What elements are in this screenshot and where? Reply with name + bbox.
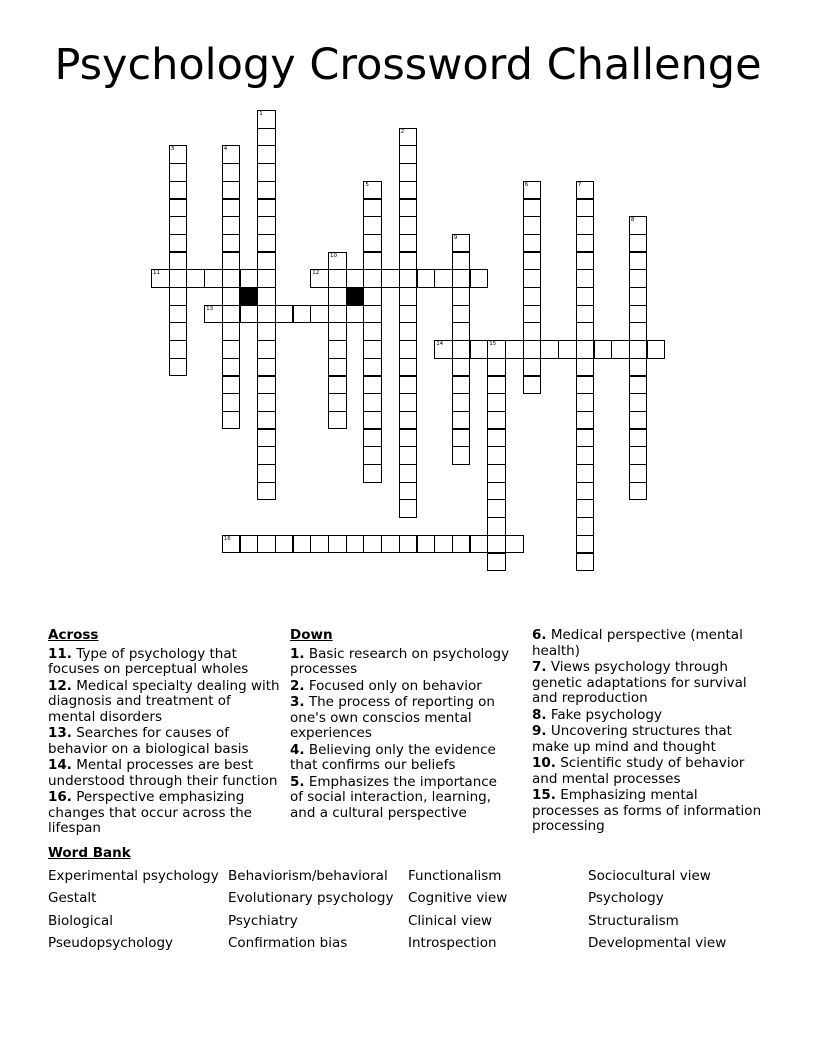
grid-cell[interactable] bbox=[487, 535, 506, 554]
grid-cell[interactable] bbox=[222, 376, 241, 395]
grid-cell[interactable] bbox=[452, 234, 471, 253]
grid-cell[interactable] bbox=[487, 411, 506, 430]
grid-cell[interactable] bbox=[363, 305, 382, 324]
grid-cell[interactable] bbox=[310, 535, 329, 554]
grid-cell[interactable] bbox=[222, 535, 241, 554]
grid-cell[interactable] bbox=[523, 181, 542, 200]
grid-cell[interactable] bbox=[647, 340, 666, 359]
grid-cell[interactable] bbox=[452, 322, 471, 341]
grid-cell[interactable] bbox=[222, 216, 241, 235]
page-title: Psychology Crossword Challenge bbox=[54, 40, 762, 90]
grid-cell[interactable] bbox=[328, 340, 347, 359]
grid-cell[interactable] bbox=[487, 482, 506, 501]
grid-cell[interactable] bbox=[505, 340, 524, 359]
clue-across-16: 16. Perspective emphasizing changes that occur across the lifespan bbox=[48, 789, 252, 836]
grid-cell[interactable] bbox=[257, 322, 276, 341]
grid-cell[interactable] bbox=[257, 393, 276, 412]
grid-cell[interactable] bbox=[629, 305, 648, 324]
clue-down-9: 9. Uncovering structures that make up mind and thought bbox=[532, 723, 732, 755]
grid-cell[interactable] bbox=[487, 429, 506, 448]
grid-cell[interactable] bbox=[487, 517, 506, 536]
grid-cell[interactable] bbox=[363, 411, 382, 430]
clue-down-15: 15. Emphasizing mental processes as forms of information processing bbox=[532, 787, 762, 834]
grid-cell[interactable] bbox=[399, 181, 418, 200]
grid-cell[interactable] bbox=[452, 252, 471, 271]
grid-cell[interactable] bbox=[257, 446, 276, 465]
clue-across-12: 12. Medical specialty dealing with diagnosis and treatment of mental disorders bbox=[48, 677, 280, 725]
grid-cell[interactable] bbox=[257, 376, 276, 395]
black-square bbox=[346, 287, 365, 306]
grid-cell[interactable] bbox=[381, 535, 400, 554]
grid-cell[interactable] bbox=[452, 287, 471, 306]
grid-cell[interactable] bbox=[257, 145, 276, 164]
grid-cell[interactable] bbox=[257, 110, 276, 129]
grid-cell[interactable] bbox=[169, 358, 188, 377]
grid-cell[interactable] bbox=[222, 234, 241, 253]
grid-cell[interactable] bbox=[399, 287, 418, 306]
clue-down-5: 5. Emphasizes the importance of social interaction, learning, and a cultural perspective bbox=[290, 773, 497, 821]
grid-cell[interactable] bbox=[222, 269, 241, 288]
grid-cell[interactable] bbox=[399, 322, 418, 341]
grid-cell[interactable] bbox=[399, 216, 418, 235]
grid-cell[interactable] bbox=[381, 269, 400, 288]
grid-cell[interactable] bbox=[328, 411, 347, 430]
grid-cell[interactable] bbox=[363, 376, 382, 395]
grid-cell[interactable] bbox=[576, 322, 595, 341]
clue-number: 13 bbox=[206, 305, 214, 312]
grid-cell[interactable] bbox=[222, 393, 241, 412]
grid-cell[interactable] bbox=[240, 535, 259, 554]
grid-cell[interactable] bbox=[452, 358, 471, 377]
grid-cell[interactable] bbox=[470, 269, 489, 288]
grid-cell[interactable] bbox=[576, 216, 595, 235]
grid-cell[interactable] bbox=[629, 287, 648, 306]
grid-cell[interactable] bbox=[487, 553, 506, 572]
clue-down-3: 3. The process of reporting on one's own conscios mental experiences bbox=[290, 694, 495, 741]
grid-cell[interactable] bbox=[328, 322, 347, 341]
grid-cell[interactable] bbox=[169, 181, 188, 200]
word-bank-item: Pseudopsychology bbox=[48, 935, 174, 951]
down-clues-column-continued bbox=[532, 628, 768, 836]
grid-cell[interactable] bbox=[169, 269, 188, 288]
grid-cell[interactable] bbox=[399, 482, 418, 501]
grid-cell[interactable] bbox=[487, 499, 506, 518]
grid-cell[interactable] bbox=[399, 411, 418, 430]
clue-across-13: 13. Searches for causes of behavior on a biological basis bbox=[48, 725, 249, 757]
grid-cell[interactable] bbox=[452, 393, 471, 412]
grid-cell[interactable] bbox=[204, 269, 223, 288]
grid-cell[interactable] bbox=[576, 446, 595, 465]
grid-cell[interactable] bbox=[576, 499, 595, 518]
grid-cell[interactable] bbox=[363, 234, 382, 253]
grid-cell[interactable] bbox=[523, 216, 542, 235]
grid-cell[interactable] bbox=[346, 269, 365, 288]
word-bank-item: Psychiatry bbox=[228, 913, 298, 929]
word-bank-item: Biological bbox=[48, 913, 114, 929]
grid-cell[interactable] bbox=[363, 535, 382, 554]
grid-cell[interactable] bbox=[523, 358, 542, 377]
grid-cell[interactable] bbox=[363, 216, 382, 235]
clue-down-2: 2. Focused only on behavior bbox=[290, 677, 482, 694]
grid-cell[interactable] bbox=[169, 340, 188, 359]
grid-cell[interactable] bbox=[151, 269, 170, 288]
grid-cell[interactable] bbox=[310, 269, 329, 288]
grid-cell[interactable] bbox=[257, 252, 276, 271]
clue-number: 7 bbox=[577, 181, 582, 188]
grid-cell[interactable] bbox=[222, 411, 241, 430]
grid-cell[interactable] bbox=[399, 252, 418, 271]
grid-cell[interactable] bbox=[222, 358, 241, 377]
grid-cell[interactable] bbox=[470, 340, 489, 359]
clue-number: 5 bbox=[365, 181, 369, 188]
clue-number: 3 bbox=[170, 146, 175, 153]
grid-cell[interactable] bbox=[629, 252, 648, 271]
clue-down-7: 7. Views psychology through genetic adaptations for survival and reproduction bbox=[532, 659, 747, 706]
grid-cell[interactable] bbox=[222, 163, 241, 182]
grid-cell[interactable] bbox=[558, 340, 577, 359]
across-heading: Across bbox=[48, 627, 99, 643]
grid-cell[interactable] bbox=[328, 358, 347, 377]
grid-cell[interactable] bbox=[169, 145, 188, 164]
grid-cell[interactable] bbox=[629, 322, 648, 341]
grid-cell[interactable] bbox=[629, 429, 648, 448]
grid-cell[interactable] bbox=[576, 181, 595, 200]
clue-down-6: 6. Medical perspective (mental health) bbox=[532, 627, 743, 659]
grid-cell[interactable] bbox=[399, 199, 418, 218]
grid-cell[interactable] bbox=[328, 393, 347, 412]
grid-cell[interactable] bbox=[363, 199, 382, 218]
grid-cell[interactable] bbox=[629, 393, 648, 412]
grid-cell[interactable] bbox=[399, 269, 418, 288]
grid-cell[interactable] bbox=[257, 411, 276, 430]
grid-cell[interactable] bbox=[487, 340, 506, 359]
grid-cell[interactable] bbox=[487, 446, 506, 465]
grid-cell[interactable] bbox=[222, 305, 241, 324]
word-bank-item: Developmental view bbox=[588, 935, 727, 951]
grid-cell[interactable] bbox=[576, 376, 595, 395]
clue-down-8: 8. Fake psychology bbox=[532, 706, 662, 723]
grid-cell[interactable] bbox=[434, 269, 453, 288]
grid-cell[interactable] bbox=[328, 252, 347, 271]
grid-cell[interactable] bbox=[399, 429, 418, 448]
grid-cell[interactable] bbox=[363, 446, 382, 465]
grid-cell[interactable] bbox=[399, 340, 418, 359]
clue-number: 15 bbox=[489, 341, 497, 348]
grid-cell[interactable] bbox=[257, 482, 276, 501]
grid-cell[interactable] bbox=[363, 464, 382, 483]
grid-cell[interactable] bbox=[417, 535, 436, 554]
grid-cell[interactable] bbox=[169, 216, 188, 235]
grid-cell[interactable] bbox=[363, 340, 382, 359]
grid-cell[interactable] bbox=[576, 411, 595, 430]
grid-cell[interactable] bbox=[576, 517, 595, 536]
grid-cell[interactable] bbox=[169, 305, 188, 324]
grid-cell[interactable] bbox=[363, 358, 382, 377]
grid-cell[interactable] bbox=[523, 305, 542, 324]
grid-cell[interactable] bbox=[169, 234, 188, 253]
grid-cell[interactable] bbox=[257, 181, 276, 200]
clue-number: 4 bbox=[223, 146, 228, 153]
grid-cell[interactable] bbox=[169, 322, 188, 341]
grid-cell[interactable] bbox=[576, 464, 595, 483]
grid-cell[interactable] bbox=[257, 464, 276, 483]
grid-cell[interactable] bbox=[417, 269, 436, 288]
grid-cell[interactable] bbox=[363, 322, 382, 341]
grid-cell[interactable] bbox=[328, 269, 347, 288]
grid-cell[interactable] bbox=[452, 376, 471, 395]
clue-down-1: 1. Basic research on psychology processes bbox=[290, 645, 510, 677]
grid-cell[interactable] bbox=[257, 269, 276, 288]
grid-cell[interactable] bbox=[399, 464, 418, 483]
grid-cell[interactable] bbox=[240, 269, 259, 288]
grid-cell[interactable] bbox=[346, 535, 365, 554]
grid-cell[interactable] bbox=[576, 535, 595, 554]
word-bank-item: Gestalt bbox=[48, 890, 97, 906]
grid-cell[interactable] bbox=[629, 234, 648, 253]
grid-cell[interactable] bbox=[452, 535, 471, 554]
grid-cell[interactable] bbox=[186, 269, 205, 288]
grid-cell[interactable] bbox=[275, 305, 294, 324]
down-heading: Down bbox=[290, 627, 333, 643]
grid-cell[interactable] bbox=[452, 429, 471, 448]
grid-cell[interactable] bbox=[169, 163, 188, 182]
grid-cell[interactable] bbox=[629, 358, 648, 377]
grid-cell[interactable] bbox=[257, 128, 276, 147]
grid-cell[interactable] bbox=[293, 535, 312, 554]
grid-cell[interactable] bbox=[576, 252, 595, 271]
grid-cell[interactable] bbox=[363, 269, 382, 288]
grid-cell[interactable] bbox=[470, 535, 489, 554]
clue-number: 6 bbox=[524, 181, 529, 188]
clue-number: 8 bbox=[630, 217, 635, 224]
word-bank-item: Cognitive view bbox=[408, 890, 508, 906]
grid-cell[interactable] bbox=[576, 199, 595, 218]
grid-cell[interactable] bbox=[257, 429, 276, 448]
clue-down-4: 4. Believing only the evidence that confirms our beliefs bbox=[290, 741, 496, 773]
grid-cell[interactable] bbox=[363, 252, 382, 271]
grid-cell[interactable] bbox=[452, 446, 471, 465]
grid-cell[interactable] bbox=[222, 199, 241, 218]
clue-number: 12 bbox=[312, 270, 320, 277]
grid-cell[interactable] bbox=[257, 305, 276, 324]
grid-cell[interactable] bbox=[169, 199, 188, 218]
grid-cell[interactable] bbox=[487, 464, 506, 483]
grid-cell[interactable] bbox=[169, 287, 188, 306]
grid-cell[interactable] bbox=[363, 429, 382, 448]
grid-cell[interactable] bbox=[576, 429, 595, 448]
grid-cell[interactable] bbox=[452, 411, 471, 430]
grid-cell[interactable] bbox=[452, 305, 471, 324]
grid-cell[interactable] bbox=[222, 322, 241, 341]
grid-cell[interactable] bbox=[629, 376, 648, 395]
grid-cell[interactable] bbox=[328, 376, 347, 395]
word-bank-item: Experimental psychology bbox=[48, 868, 219, 884]
grid-cell[interactable] bbox=[576, 393, 595, 412]
grid-cell[interactable] bbox=[576, 234, 595, 253]
grid-cell[interactable] bbox=[399, 535, 418, 554]
grid-cell[interactable] bbox=[257, 340, 276, 359]
word-bank-item: Functionalism bbox=[408, 868, 502, 884]
grid-cell[interactable] bbox=[452, 340, 471, 359]
grid-cell[interactable] bbox=[399, 234, 418, 253]
grid-cell[interactable] bbox=[594, 340, 613, 359]
clue-number: 10 bbox=[330, 252, 337, 259]
grid-cell[interactable] bbox=[611, 340, 630, 359]
clue-number: 16 bbox=[223, 535, 231, 542]
grid-cell[interactable] bbox=[523, 287, 542, 306]
word-bank-item: Introspection bbox=[408, 935, 497, 951]
grid-cell[interactable] bbox=[629, 464, 648, 483]
grid-cell[interactable] bbox=[523, 234, 542, 253]
clue-number: 1 bbox=[259, 111, 263, 117]
grid-cell[interactable] bbox=[629, 482, 648, 501]
grid-cell[interactable] bbox=[629, 446, 648, 465]
grid-cell[interactable] bbox=[505, 535, 524, 554]
grid-cell[interactable] bbox=[363, 181, 382, 200]
down-clues-column bbox=[290, 628, 510, 822]
grid-cell[interactable] bbox=[257, 358, 276, 377]
grid-cell[interactable] bbox=[222, 181, 241, 200]
grid-cell[interactable] bbox=[523, 252, 542, 271]
grid-cell[interactable] bbox=[540, 340, 559, 359]
grid-cell[interactable] bbox=[434, 340, 453, 359]
grid-cell[interactable] bbox=[399, 499, 418, 518]
clue-down-10: 10. Scientific study of behavior and mental processes bbox=[532, 755, 745, 787]
word-bank-item: Psychology bbox=[588, 890, 664, 906]
grid-cell[interactable] bbox=[576, 287, 595, 306]
word-bank-item: Clinical view bbox=[408, 913, 493, 929]
grid-cell[interactable] bbox=[576, 553, 595, 572]
grid-cell[interactable] bbox=[257, 163, 276, 182]
word-bank-heading: Word Bank bbox=[48, 845, 131, 861]
grid-cell[interactable] bbox=[328, 305, 347, 324]
clue-number: 9 bbox=[453, 234, 458, 241]
grid-cell[interactable] bbox=[399, 163, 418, 182]
grid-cell[interactable] bbox=[629, 216, 648, 235]
grid-cell[interactable] bbox=[257, 234, 276, 253]
grid-cell[interactable] bbox=[399, 446, 418, 465]
grid-cell[interactable] bbox=[487, 358, 506, 377]
grid-cell[interactable] bbox=[576, 269, 595, 288]
grid-cell[interactable] bbox=[523, 269, 542, 288]
grid-cell[interactable] bbox=[399, 358, 418, 377]
grid-cell[interactable] bbox=[240, 305, 259, 324]
grid-cell[interactable] bbox=[629, 411, 648, 430]
grid-cell[interactable] bbox=[346, 305, 365, 324]
grid-cell[interactable] bbox=[222, 252, 241, 271]
grid-cell[interactable] bbox=[257, 199, 276, 218]
grid-cell[interactable] bbox=[222, 287, 241, 306]
grid-cell[interactable] bbox=[399, 376, 418, 395]
clue-across-11: 11. Type of psychology that focuses on perceptual wholes bbox=[48, 645, 249, 677]
grid-cell[interactable] bbox=[523, 322, 542, 341]
grid-cell[interactable] bbox=[257, 287, 276, 306]
grid-cell[interactable] bbox=[169, 252, 188, 271]
grid-cell[interactable] bbox=[576, 340, 595, 359]
grid-cell[interactable] bbox=[487, 376, 506, 395]
clue-across-14: 14. Mental processes are best understood through their function bbox=[48, 757, 278, 789]
grid-cell[interactable] bbox=[310, 305, 329, 324]
word-bank-item: Confirmation bias bbox=[228, 935, 348, 951]
grid-cell[interactable] bbox=[257, 535, 276, 554]
clue-number: 2 bbox=[400, 128, 405, 135]
grid-cell[interactable] bbox=[363, 393, 382, 412]
grid-cell[interactable] bbox=[434, 535, 453, 554]
grid-cell[interactable] bbox=[204, 305, 223, 324]
black-square bbox=[240, 287, 259, 306]
grid-cell[interactable] bbox=[487, 393, 506, 412]
grid-cell[interactable] bbox=[399, 128, 418, 147]
grid-cell[interactable] bbox=[328, 535, 347, 554]
word-bank-item: Structuralism bbox=[588, 913, 679, 929]
grid-cell[interactable] bbox=[523, 199, 542, 218]
word-bank-item: Sociocultural view bbox=[588, 868, 711, 884]
grid-cell[interactable] bbox=[629, 340, 648, 359]
grid-cell[interactable] bbox=[452, 269, 471, 288]
grid-cell[interactable] bbox=[523, 376, 542, 395]
clue-number: 14 bbox=[436, 341, 444, 348]
grid-cell[interactable] bbox=[275, 535, 294, 554]
grid-cell[interactable] bbox=[629, 269, 648, 288]
clue-number: 11 bbox=[153, 270, 160, 277]
word-bank-item: Behaviorism/behavioral bbox=[228, 868, 388, 884]
word-bank-item: Evolutionary psychology bbox=[228, 890, 394, 906]
grid-cell[interactable] bbox=[576, 482, 595, 501]
grid-cell[interactable] bbox=[399, 393, 418, 412]
grid-cell[interactable] bbox=[576, 305, 595, 324]
grid-cell[interactable] bbox=[222, 145, 241, 164]
grid-cell[interactable] bbox=[222, 340, 241, 359]
grid-cell[interactable] bbox=[257, 216, 276, 235]
grid-cell[interactable] bbox=[523, 340, 542, 359]
grid-cell[interactable] bbox=[399, 145, 418, 164]
across-clues-column bbox=[48, 628, 280, 838]
grid-cell[interactable] bbox=[363, 287, 382, 306]
grid-cell[interactable] bbox=[293, 305, 312, 324]
grid-cell[interactable] bbox=[576, 358, 595, 377]
grid-cell[interactable] bbox=[399, 305, 418, 324]
grid-cell[interactable] bbox=[328, 287, 347, 306]
